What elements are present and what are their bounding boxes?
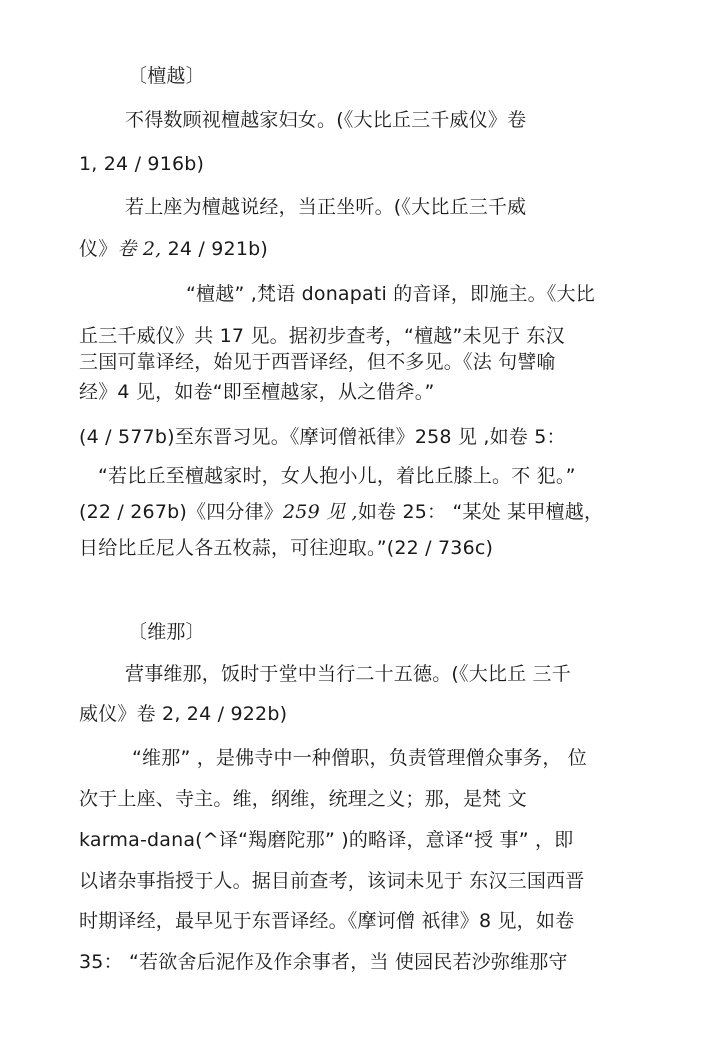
body-paragraph-line: 时期译经，最早见于东晋译经。《摩诃僧 祇律》8 见，如卷 — [79, 910, 575, 932]
body-paragraph-line: 日给比丘尼人各五枚蒜，可往迎取。”(22 / 736c) — [79, 537, 494, 559]
citation-part: 仪》 — [79, 238, 118, 260]
entry-heading: 〔维那〕 — [128, 621, 205, 643]
body-paragraph-line: “维那” ，是佛寺中一种僧职，负责管理僧众事务， 位 — [132, 747, 587, 769]
citation — [79, 237, 268, 261]
citation-part: 24 / 921b) — [161, 238, 269, 260]
citation: 威仪》卷 2, 24 / 922b) — [79, 703, 288, 725]
body-paragraph-line: 以诸杂事指授于人。据目前查考，该词未见于 东汉三国西晋 — [79, 870, 585, 892]
body-paragraph-line: karma-dana(^译“羯磨陀那” )的略译，意译“授 事” ，即 — [79, 829, 574, 851]
citation-volume: 卷 2, — [117, 238, 162, 260]
body-text: 如卷 25： “某处 某甲檀越， — [357, 501, 604, 523]
body-paragraph-line: 次于上座、寺主。维，纲维，统理之义；那，是梵 文 — [79, 788, 527, 810]
body-paragraph-line: (4 / 577b)至东晋习见。《摩诃僧祇律》258 见 ,如卷 5： — [79, 426, 566, 448]
body-paragraph-line: 丘三千威仪》共 17 见。据初步查考，“檀越”未见于 东汉 — [79, 325, 565, 347]
entry-heading: 〔檀越〕 — [128, 65, 205, 87]
example-sentence: 营事维那，饭时于堂中当行二十五德。(《大比丘 三千 — [125, 663, 571, 685]
body-paragraph-line: 35： “若欲舍后泥作及作余事者，当 使园民若沙弥维那守 — [79, 951, 568, 973]
body-text: (22 / 267b)《四分律》 — [79, 501, 284, 523]
body-text-italic: 259 见 , — [283, 501, 358, 523]
body-paragraph-line — [79, 500, 603, 524]
body-paragraph-line: “若比丘至檀越家时，女人抱小儿，着比丘膝上。不 犯。” — [98, 465, 576, 487]
example-sentence: 不得数顾视檀越家妇女。(《大比丘三千威仪》卷 — [125, 109, 527, 131]
example-sentence: 若上座为檀越说经，当正坐听。(《大比丘三千威 — [125, 196, 527, 218]
body-paragraph-line: “檀越” ,梵语 donapati 的音译，即施主。《大比 — [186, 283, 595, 305]
body-paragraph-line: 三国可靠译经，始见于西晋译经，但不多见。《法 句譬喻 — [79, 351, 556, 373]
citation: 1, 24 / 916b) — [79, 153, 205, 175]
body-paragraph-line: 经》4 见，如卷“即至檀越家，从之借斧。” — [79, 381, 435, 403]
